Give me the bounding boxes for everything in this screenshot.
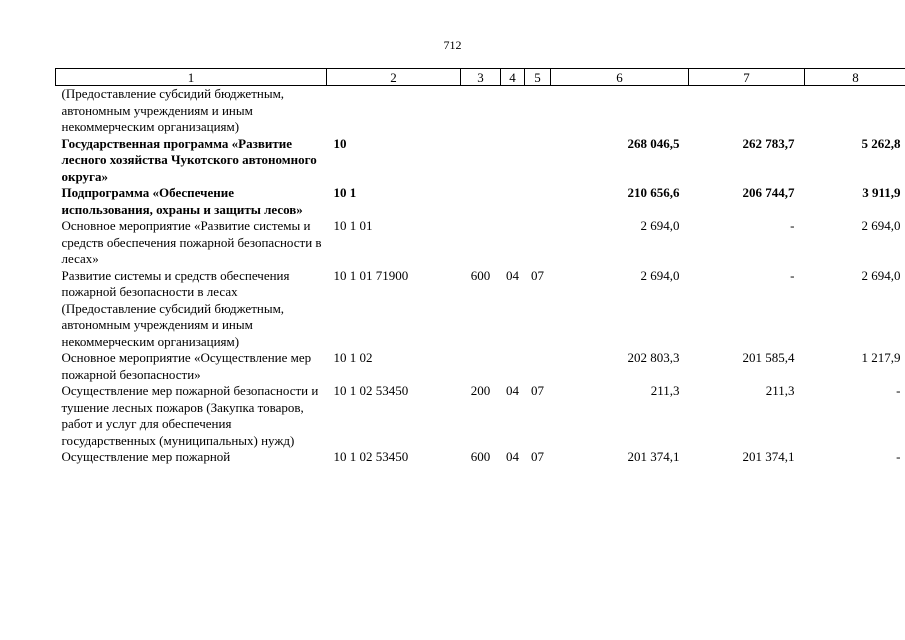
row-col-4: 04 [506,449,519,464]
row-col-5 [525,218,551,268]
row-name: Основное мероприятие «Осуществление мер пожарной безопасности» [61,350,312,382]
row-value-8: 2 694,0 [861,218,901,233]
header-col-7: 7 [689,69,805,86]
table-row [56,218,905,268]
budget-table [55,68,905,466]
row-code: 10 1 02 [333,350,373,365]
table-row [56,136,905,186]
row-col-4 [501,136,525,186]
row-col-5: 07 [531,267,544,283]
row-value-8: 3 911,9 [862,185,901,200]
row-col-4: 04 [506,383,519,398]
row-value-7: 262 783,7 [742,135,795,151]
row-code: 10 1 01 [333,218,373,233]
header-col-3: 3 [461,69,501,86]
header-col-2: 2 [327,69,461,86]
row-col-3: 600 [470,267,491,283]
row-col-4 [501,350,525,383]
row-name: Осуществление мер пожарной [61,449,231,464]
table-row [56,449,905,466]
table-row [56,185,905,218]
row-value-7: - [790,267,795,283]
row-value-8: 2 694,0 [861,267,901,283]
header-col-4: 4 [501,69,525,86]
row-value-7: 201 374,1 [742,449,795,464]
row-name: Основное мероприятие «Развитие системы и средств обеспечения пожарной безопасности в лесах» [61,218,322,266]
row-value-6: 211,3 [650,383,680,398]
row-col-3 [461,136,501,186]
header-col-6: 6 [551,69,689,86]
table-body [56,86,905,466]
row-value-7: 201 585,4 [742,350,795,365]
row-value-7: - [790,218,795,233]
row-name: Осуществление мер пожарной безопасности и тушение лесных пожаров (Закупка товаров, работ и услуг для обеспечения государственных (муниципальных) нужд) [61,383,319,448]
row-col-5 [525,185,551,218]
row-value-8 [805,86,905,136]
table-header-row [56,69,905,86]
row-value-6: 201 374,1 [627,449,680,464]
row-name: Развитие системы и средств обеспечения пожарной безопасности в лесах (Предоставление субсидий бюджетным, автономным учреждениям и иным некоммерческим организациям) [61,267,290,349]
row-col-5 [525,86,551,136]
table-row [56,350,905,383]
header-col-5: 5 [525,69,551,86]
row-code: 10 1 [333,185,357,200]
row-col-4 [501,185,525,218]
row-name: (Предоставление субсидий бюджетным, автономным учреждениям и иным некоммерческим организациям) [61,86,285,134]
row-value-6: 210 656,6 [627,185,680,200]
row-col-3: 600 [470,449,491,464]
row-name: Подпрограмма «Обеспечение использования, охраны и защиты лесов» [61,185,303,217]
row-col-4: 04 [506,267,519,283]
row-col-3 [461,185,501,218]
row-code: 10 1 01 71900 [333,267,409,283]
row-col-4 [501,86,525,136]
row-col-5 [525,136,551,186]
row-value-7: 206 744,7 [742,185,795,200]
row-value-8: 5 262,8 [861,135,901,151]
row-col-3 [461,218,501,268]
row-value-7 [689,86,805,136]
table-row [56,268,905,351]
row-name: Государственная программа «Развитие лесного хозяйства Чукотского автономного округа» [61,135,317,184]
row-value-6: 268 046,5 [627,135,680,151]
row-value-7: 211,3 [765,383,795,398]
row-value-8: - [896,383,901,398]
row-col-3: 200 [470,383,491,398]
table-row [56,383,905,449]
row-col-5: 07 [531,449,544,464]
page-number: 712 [443,38,462,52]
row-col-4 [501,218,525,268]
row-code: 10 1 02 53450 [333,383,409,398]
row-code: 10 1 02 53450 [333,449,409,464]
row-value-6: 202 803,3 [627,350,680,365]
row-value-6: 2 694,0 [640,267,680,283]
row-col-3 [461,86,501,136]
row-col-5: 07 [531,383,544,398]
header-col-1: 1 [56,69,327,86]
table-row [56,86,905,136]
row-code [327,86,461,136]
row-value-6 [551,86,689,136]
row-value-6: 2 694,0 [640,218,680,233]
row-code: 10 [333,135,347,151]
row-value-8: 1 217,9 [861,350,901,365]
header-col-8: 8 [805,69,905,86]
row-value-8: - [896,449,901,464]
row-col-3 [461,350,501,383]
row-col-5 [525,350,551,383]
